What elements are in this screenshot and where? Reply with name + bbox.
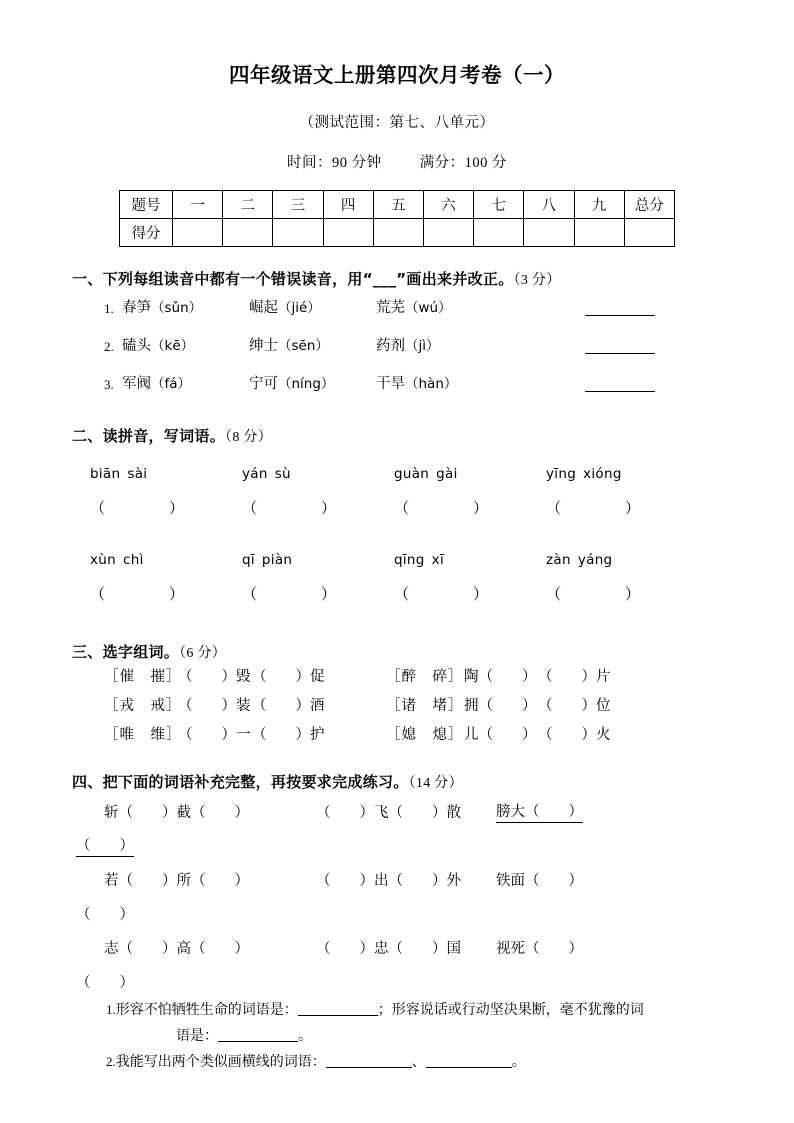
idiom-row <box>64 794 730 828</box>
pinyin-syllable-row <box>90 448 730 484</box>
correction-blank[interactable] <box>585 302 655 316</box>
slot-char: 酒 <box>310 698 325 715</box>
score-cell-total[interactable] <box>624 218 674 246</box>
pinyin-a: qī <box>242 551 255 568</box>
pinyin-answer-row <box>90 570 730 620</box>
score-cell-6[interactable] <box>423 218 473 246</box>
bracket-open: （ <box>394 500 410 517</box>
slot-char: 护 <box>310 727 325 744</box>
score-table-col-2: 二 <box>223 190 273 218</box>
pronunciation-row <box>104 290 730 328</box>
idiom-row <box>64 930 730 964</box>
pron-pinyin: （wú） <box>405 300 452 317</box>
pinyin-b: xióng <box>583 465 622 482</box>
pinyin-cell <box>394 550 546 570</box>
pinyin-cell <box>242 464 394 484</box>
char-slot[interactable] <box>252 667 326 689</box>
correction-blank[interactable] <box>585 378 655 392</box>
pron-pinyin: （hàn） <box>405 376 458 393</box>
score-cell-5[interactable] <box>373 218 423 246</box>
bracket-close: ） <box>321 500 337 517</box>
choose-char-row <box>104 721 730 750</box>
slot-bracket: 陶（ ） <box>464 669 537 686</box>
pinyin-a: yán <box>242 465 268 482</box>
choose-char-left-group <box>104 667 386 689</box>
sub-question-1-mid: ；形容说话或行动坚决果断，毫不犹豫的词 <box>377 1003 644 1019</box>
pron-word: 崛起 <box>249 300 278 317</box>
score-cell-7[interactable] <box>474 218 524 246</box>
word-answer-bracket[interactable] <box>546 584 698 607</box>
word-answer-bracket[interactable] <box>90 498 242 521</box>
section-3-heading <box>64 642 730 664</box>
sub-question-2-sep: 、 <box>411 1054 426 1070</box>
section-1 <box>64 269 730 405</box>
row-number: 2. <box>104 339 114 355</box>
bracket-open: （ <box>546 586 562 603</box>
idiom-row <box>64 862 730 896</box>
answer-blank-1b[interactable] <box>218 1028 298 1042</box>
choose-char-left-group <box>104 725 386 747</box>
answer-blank-2b[interactable] <box>426 1054 512 1068</box>
char-slot[interactable] <box>178 725 252 747</box>
pron-item[interactable] <box>122 374 249 396</box>
pinyin-b: piàn <box>261 551 293 568</box>
section-3-body <box>64 663 730 750</box>
choose-char-left-group <box>104 696 386 718</box>
page-title: 四年级语文上册第四次月考卷（一） <box>229 63 565 87</box>
pron-pinyin: （fá） <box>151 376 192 393</box>
pron-word: 军阀 <box>122 376 151 393</box>
idiom-blank-b[interactable]: （ ）出（ ）外 <box>316 872 461 889</box>
section-1-heading <box>64 269 730 291</box>
slot-bracket: （ ） <box>178 698 236 715</box>
pronunciation-row <box>104 366 730 404</box>
section-1-body <box>64 290 730 404</box>
score-table-col-8: 八 <box>524 190 574 218</box>
word-answer-bracket[interactable] <box>242 584 394 607</box>
row-number: 3. <box>104 377 114 393</box>
idiom-blank-b[interactable]: （ ）飞（ ）散 <box>316 804 461 821</box>
slot-char: 火 <box>596 727 611 744</box>
pron-item[interactable] <box>249 374 376 396</box>
pron-word: 磕头 <box>122 338 151 355</box>
score-table-col-1: 一 <box>173 190 223 218</box>
sub-question-1-part1: 形容不怕牺牲生命的词语是： <box>115 1003 298 1019</box>
char-slot[interactable] <box>538 667 612 689</box>
bracket-close: ） <box>321 586 337 603</box>
score-cell-8[interactable] <box>524 218 574 246</box>
pron-pinyin: （sēn） <box>278 338 329 355</box>
test-scope-subtitle: （测试范围：第七、八单元） <box>299 114 495 131</box>
pron-pinyin: （sǔn） <box>151 300 203 317</box>
pronunciation-row <box>104 328 730 366</box>
bracket-open: （ <box>546 500 562 517</box>
pinyin-b: yáng <box>577 551 613 568</box>
bracket-open: （ <box>242 586 258 603</box>
score-cell-1[interactable] <box>173 218 223 246</box>
sub-question-1-part2: 语是： <box>176 1028 218 1044</box>
pron-pinyin: （níng） <box>278 376 335 393</box>
word-answer-bracket[interactable] <box>242 498 394 521</box>
pron-item[interactable] <box>376 336 503 358</box>
pron-item[interactable] <box>249 298 376 320</box>
word-answer-bracket[interactable] <box>90 584 242 607</box>
char-slot[interactable] <box>464 725 538 747</box>
pinyin-cell <box>90 464 242 484</box>
pinyin-cell <box>546 464 698 484</box>
choose-char-row <box>104 692 730 721</box>
slot-char: 毁 <box>236 669 251 686</box>
pinyin-b: gài <box>436 465 458 482</box>
pinyin-a: biān <box>90 465 121 482</box>
pinyin-answer-row <box>90 484 730 534</box>
sub-question-2-number: 2. <box>106 1053 116 1069</box>
idiom-continuation-bracket[interactable]: （ ） <box>76 974 134 991</box>
pron-pinyin: （kē） <box>151 338 195 355</box>
bracket-open: （ <box>90 500 106 517</box>
choose-char-right-group <box>386 696 612 718</box>
idiom-blank-a[interactable]: 若（ ）所（ ） <box>104 872 249 889</box>
row-number: 1. <box>104 301 114 317</box>
score-table-col-4: 四 <box>323 190 373 218</box>
score-table <box>119 190 675 247</box>
word-answer-bracket[interactable] <box>394 498 546 521</box>
char-options: ［媳 熄］ <box>386 727 464 744</box>
bracket-close: ） <box>625 500 641 517</box>
slot-bracket: （ ） <box>178 669 236 686</box>
sub-question-1-number: 1. <box>106 1002 116 1018</box>
score-table-col-9: 九 <box>574 190 624 218</box>
pron-word: 药剂 <box>376 338 405 355</box>
pinyin-cell <box>546 550 698 570</box>
bracket-close: ） <box>473 586 489 603</box>
answer-blank-2a[interactable] <box>326 1054 412 1068</box>
table-row-question-numbers <box>120 190 675 218</box>
char-slot[interactable] <box>538 696 612 718</box>
sub-question-1 <box>64 998 730 1050</box>
section-3-heading-text: 三、选字组词。 <box>72 642 180 661</box>
idiom-blank-c-underlined[interactable]: 膀大（ ） <box>496 800 583 823</box>
char-slot[interactable] <box>538 725 612 747</box>
char-options: ［催 摧］ <box>104 669 182 686</box>
score-table-col-5: 五 <box>373 190 423 218</box>
pinyin-cell <box>394 464 546 484</box>
pron-pinyin: （jié） <box>278 300 321 317</box>
score-cell-3[interactable] <box>273 218 323 246</box>
sub-question-2-end: 。 <box>511 1054 526 1070</box>
pinyin-a: qīng <box>394 551 425 568</box>
table-row-scores <box>120 218 675 246</box>
section-4-body <box>64 794 730 1076</box>
bracket-close: ） <box>473 500 489 517</box>
choose-char-row <box>104 663 730 692</box>
slot-bracket: （ ） <box>538 727 596 744</box>
char-slot[interactable] <box>464 696 538 718</box>
idiom-continuation-bracket[interactable]: （ ） <box>76 906 134 923</box>
idiom-continuation-underlined[interactable]: （ ） <box>76 834 134 857</box>
bracket-close: ） <box>169 500 185 517</box>
char-slot[interactable] <box>252 696 326 718</box>
score-table-rowhead-question: 题号 <box>120 190 173 218</box>
pron-item[interactable] <box>249 336 376 358</box>
char-slot[interactable] <box>252 725 326 747</box>
section-2-heading <box>64 426 730 448</box>
idiom-continuation <box>64 828 730 862</box>
choose-char-right-group <box>386 725 612 747</box>
slot-bracket: （ ） <box>252 669 310 686</box>
word-answer-bracket[interactable] <box>394 584 546 607</box>
pron-word: 宁可 <box>249 376 278 393</box>
section-2-heading-text: 二、读拼音，写词语。 <box>72 427 226 446</box>
idiom-continuation <box>64 964 730 998</box>
word-answer-bracket[interactable] <box>546 498 698 521</box>
idiom-blank-a[interactable]: 斩（ ）截（ ） <box>104 804 249 821</box>
choose-char-right-group <box>386 667 612 689</box>
pinyin-a: guàn <box>394 465 430 482</box>
section-3 <box>64 642 730 751</box>
score-table-rowhead-score: 得分 <box>120 218 173 246</box>
slot-bracket: （ ） <box>252 727 310 744</box>
pinyin-b: chì <box>123 551 144 568</box>
char-options: ［诸 堵］ <box>386 698 464 715</box>
slot-bracket: （ ） <box>178 727 236 744</box>
section-4-heading <box>64 772 730 794</box>
slot-char: 位 <box>596 698 611 715</box>
slot-char: 装 <box>236 698 251 715</box>
sub-question-2 <box>64 1050 730 1076</box>
answer-blank-1a[interactable] <box>298 1002 378 1016</box>
slot-char: 促 <box>310 669 325 686</box>
score-table-col-7: 七 <box>474 190 524 218</box>
pinyin-a: zàn <box>546 551 571 568</box>
pron-item[interactable] <box>376 374 503 396</box>
slot-char: 一 <box>236 727 251 744</box>
pinyin-a: xùn <box>90 551 117 568</box>
idiom-blank-c[interactable]: 铁面（ ） <box>496 872 583 889</box>
pinyin-b: sài <box>127 465 148 482</box>
score-cell-4[interactable] <box>323 218 373 246</box>
pron-pinyin: （jì） <box>405 338 440 355</box>
pron-item[interactable] <box>122 336 249 358</box>
char-options: ［醉 碎］ <box>386 669 464 686</box>
pron-word: 春笋 <box>122 300 151 317</box>
section-2-points: （8 分） <box>225 430 273 446</box>
score-cell-2[interactable] <box>223 218 273 246</box>
bracket-close: ） <box>169 586 185 603</box>
section-4-heading-text: 四、把下面的词语补充完整，再按要求完成练习。 <box>72 773 409 792</box>
idiom-blank-a[interactable]: 志（ ）高（ ） <box>104 940 249 957</box>
idiom-blank-b[interactable]: （ ）忠（ ）国 <box>316 940 461 957</box>
char-slot[interactable] <box>178 696 252 718</box>
score-cell-9[interactable] <box>574 218 624 246</box>
section-2-body <box>64 448 730 620</box>
correction-blank[interactable] <box>585 340 655 354</box>
section-4-points: （14 分） <box>408 776 463 792</box>
bracket-open: （ <box>242 500 258 517</box>
section-1-heading-text: 一、下列每组读音中都有一个错误读音，用“___”画出来并改正。 <box>72 269 514 288</box>
pron-item[interactable] <box>122 298 249 320</box>
pinyin-b: xī <box>431 551 444 568</box>
pron-word: 荒芜 <box>376 300 405 317</box>
pinyin-a: yīng <box>546 465 577 482</box>
bracket-open: （ <box>394 586 410 603</box>
slot-bracket: 拥（ ） <box>464 698 537 715</box>
bracket-open: （ <box>90 586 106 603</box>
slot-bracket: （ ） <box>252 698 310 715</box>
section-4 <box>64 772 730 1075</box>
bracket-close: ） <box>625 586 641 603</box>
pron-word: 绅士 <box>249 338 278 355</box>
section-2 <box>64 426 730 620</box>
section-3-points: （6 分） <box>179 645 227 661</box>
slot-bracket: （ ） <box>538 698 596 715</box>
sub-question-1-line2 <box>106 1024 730 1050</box>
sub-question-2-text: 我能写出两个类似画横线的词语： <box>115 1054 326 1070</box>
time-limit-label: 时间：90 分钟 <box>287 154 382 171</box>
score-table-wrapper <box>64 172 730 247</box>
pron-item[interactable] <box>376 298 503 320</box>
idiom-continuation <box>64 896 730 930</box>
idiom-blank-c[interactable]: 视死（ ） <box>496 940 583 957</box>
pron-word: 干旱 <box>376 376 405 393</box>
full-score-label: 满分：100 分 <box>419 154 507 171</box>
score-table-col-total: 总分 <box>624 190 674 218</box>
pinyin-syllable-row <box>90 534 730 570</box>
score-table-col-3: 三 <box>273 190 323 218</box>
char-slot[interactable] <box>464 667 538 689</box>
char-options: ［戎 戒］ <box>104 698 182 715</box>
char-slot[interactable] <box>178 667 252 689</box>
exam-meta <box>64 132 730 172</box>
sub-question-1-end: 。 <box>298 1028 312 1044</box>
slot-bracket: 儿（ ） <box>464 727 537 744</box>
pinyin-b: sù <box>274 465 291 482</box>
char-options: ［唯 维］ <box>104 727 182 744</box>
pinyin-cell <box>90 550 242 570</box>
slot-bracket: （ ） <box>538 669 596 686</box>
score-table-col-6: 六 <box>423 190 473 218</box>
section-1-points: （3 分） <box>513 272 561 288</box>
slot-char: 片 <box>596 669 611 686</box>
pinyin-cell <box>242 550 394 570</box>
